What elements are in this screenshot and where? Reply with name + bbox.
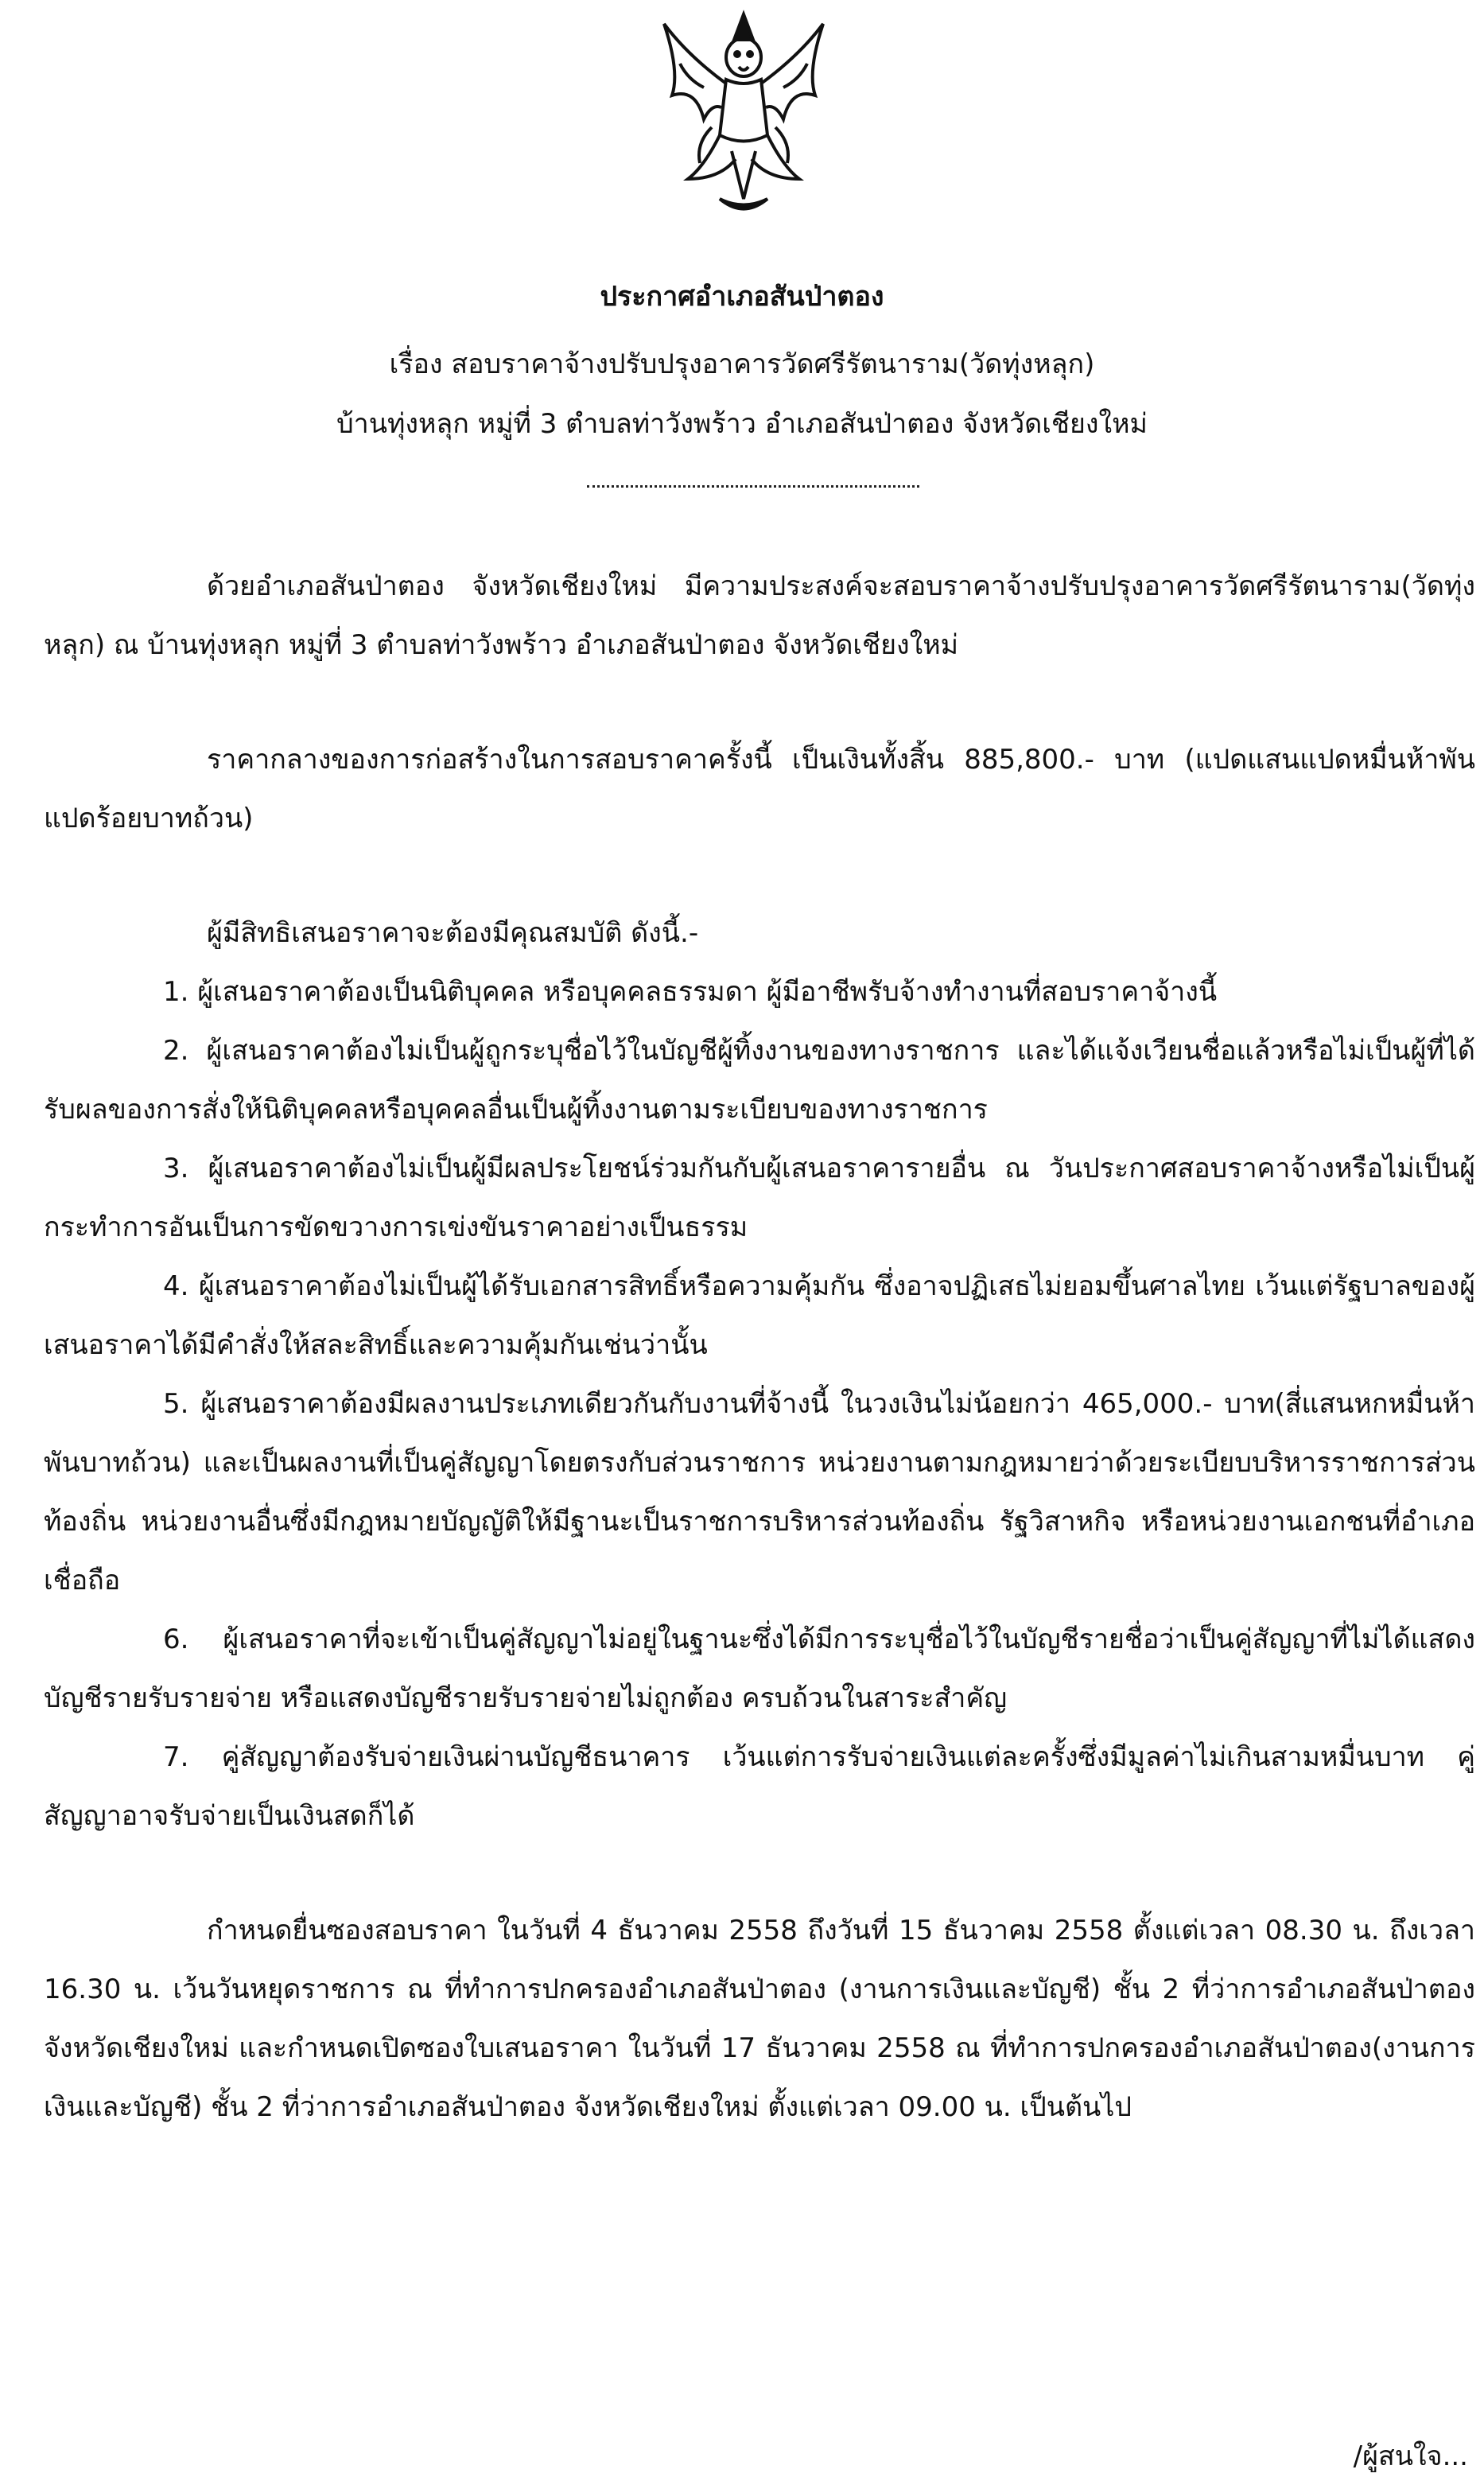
- schedule-paragraph: กำหนดยื่นซองสอบราคา ในวันที่ 4 ธันวาคม 2558 ถึงวันที่ 15 ธันวาคม 2558 ตั้งแต่เวลา 08.30 น. ถึงเวลา 16.30 น. เว้นวันหยุดราชการ ณ ที่ทำการปกครองอำเภอสันป่าตอง (งานการเงินและบัญชี) ชั้น 2 ที่ว่าการอำเภอสันป่าตอง จังหวัดเชียงใหม่ และกำหนดเปิดซองใบเสนอราคา ในวันที่ 17 ธันวาคม 2558 ณ ที่ทำการปกครองอำเภอสันป่าตอง(งานการเงินและบัญชี) ชั้น 2 ที่ว่าการอำเภอสันป่าตอง จังหวัดเชียงใหม่ ตั้งแต่เวลา 09.00 น. เป็นต้นไป: [44, 1915, 1475, 2123]
- continued-note: /ผู้สนใจ...: [1353, 2440, 1468, 2472]
- qualification-item: 4. ผู้เสนอราคาต้องไม่เป็นผู้ได้รับเอกสารสิทธิ์หรือความคุ้มกัน ซึ่งอาจปฏิเสธไม่ยอมขึ้นศาลไทย เว้นแต่รัฐบาลของผู้เสนอราคาได้มีคำสั่งให้สละสิทธิ์และความคุ้มกันเช่นว่านั้น: [44, 1270, 1475, 1361]
- qualification-item: 2. ผู้เสนอราคาต้องไม่เป็นผู้ถูกระบุชื่อไว้ในบัญชีผู้ทิ้งงานของทางราชการ และได้แจ้งเวียนชื่อแล้วหรือไม่เป็นผู้ที่ได้รับผลของการสั่งให้นิติบุคคลหรือบุคคลอื่นเป็นผู้ทิ้งงานตามระเบียบของทางราชการ: [44, 1035, 1475, 1126]
- qualification-item: 5. ผู้เสนอราคาต้องมีผลงานประเภทเดียวกันกับงานที่จ้างนี้ ในวงเงินไม่น้อยกว่า 465,000.- บาท(สี่แสนหกหมื่นห้าพันบาทถ้วน) และเป็นผลงานที่เป็นคู่สัญญาโดยตรงกับส่วนราชการ หน่วยงานตามกฎหมายว่าด้วยระเบียบบริหารราชการส่วนท้องถิ่น หน่วยงานอื่นซึ่งมีกฎหมายบัญญัติให้มีฐานะเป็นราชการบริหารส่วนท้องถิ่น รัฐวิสาหกิจ หรือหน่วยงานเอกชนที่อำเภอเชื่อถือ: [44, 1388, 1475, 1596]
- intro-paragraph: ด้วยอำเภอสันป่าตอง จังหวัดเชียงใหม่ มีความประสงค์จะสอบราคาจ้างปรับปรุงอาคารวัดศรีรัตนาราม(วัดทุ่งหลุก) ณ บ้านทุ่งหลุก หมู่ที่ 3 ตำบลท่าวังพร้าว อำเภอสันป่าตอง จังหวัดเชียงใหม่: [44, 570, 1475, 661]
- garuda-emblem-icon: [656, 8, 831, 223]
- qualification-item: 6. ผู้เสนอราคาที่จะเข้าเป็นคู่สัญญาไม่อยู่ในฐานะซึ่งได้มีการระบุชื่อไว้ในบัญชีรายชื่อว่าเป็นคู่สัญญาที่ไม่ได้แสดงบัญชีรายรับรายจ่าย หรือแสดงบัญชีรายรับรายจ่ายไม่ถูกต้อง ครบถ้วนในสาระสำคัญ: [44, 1624, 1475, 1714]
- announcement-title: ประกาศอำเภอสันป่าตอง: [600, 281, 884, 313]
- announcement-location: บ้านทุ่งหลุก หมู่ที่ 3 ตำบลท่าวังพร้าว อำเภอสันป่าตอง จังหวัดเชียงใหม่: [336, 408, 1148, 440]
- qualification-item: 3. ผู้เสนอราคาต้องไม่เป็นผู้มีผลประโยชน์ร่วมกันกับผู้เสนอราคารายอื่น ณ วันประกาศสอบราคาจ้างหรือไม่เป็นผู้กระทำการอันเป็นการขัดขวางการเข่งขันราคาอย่างเป็นธรรม: [44, 1153, 1475, 1243]
- qualifications-heading: ผู้มีสิทธิเสนอราคาจะต้องมีคุณสมบัติ ดังนี้.-: [207, 917, 699, 949]
- announcement-subject: เรื่อง สอบราคาจ้างปรับปรุงอาคารวัดศรีรัตนาราม(วัดทุ่งหลุก): [389, 348, 1095, 380]
- qualification-item: 7. คู่สัญญาต้องรับจ่ายเงินผ่านบัญชีธนาคาร เว้นแต่การรับจ่ายเงินแต่ละครั้งซึ่งมีมูลค่าไม่เกินสามหมื่นบาท คู่สัญญาอาจรับจ่ายเป็นเงินสดก็ได้: [44, 1741, 1475, 1832]
- qualification-item: 1. ผู้เสนอราคาต้องเป็นนิติบุคคล หรือบุคคลธรรมดา ผู้มีอาชีพรับจ้างทำงานที่สอบราคาจ้างนี้: [163, 976, 1218, 1008]
- price-paragraph: ราคากลางของการก่อสร้างในการสอบราคาครั้งนี้ เป็นเงินทั้งสิ้น 885,800.- บาท (แปดแสนแปดหมื่นห้าพันแปดร้อยบาทถ้วน): [44, 744, 1475, 834]
- dotted-divider: [587, 485, 919, 488]
- announcement-body: [44, 557, 1475, 2137]
